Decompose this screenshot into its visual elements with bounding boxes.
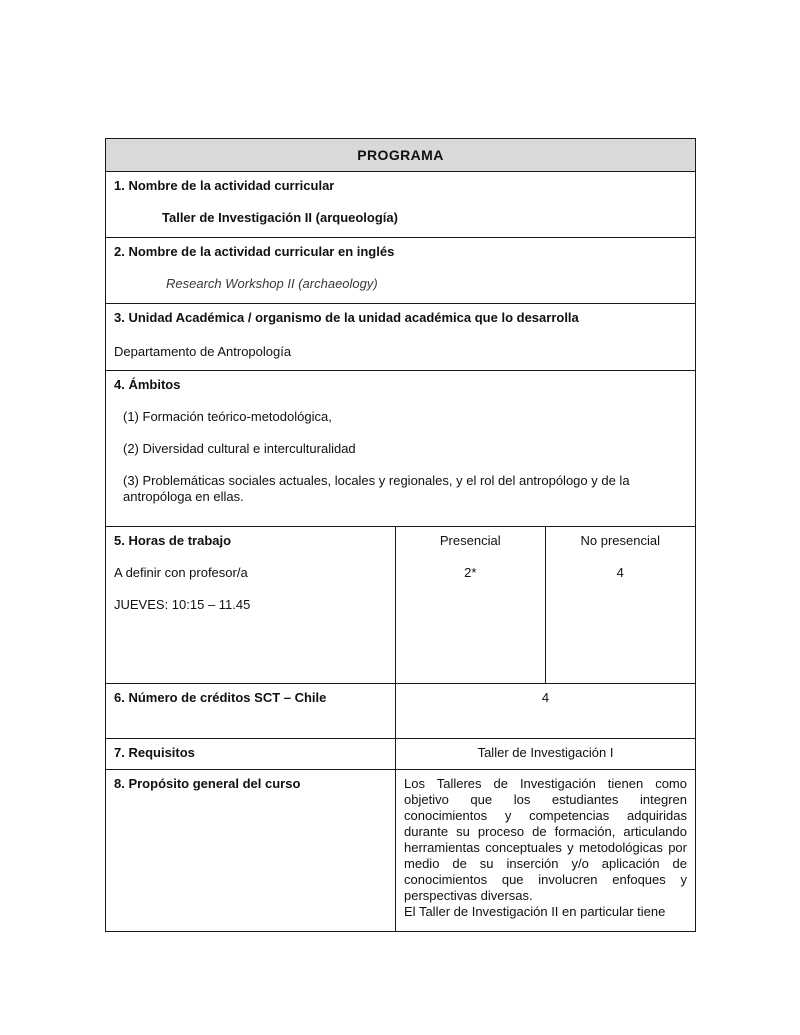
program-table <box>105 138 696 932</box>
row2-label: 2. Nombre de la actividad curricular en inglés <box>114 244 395 259</box>
row-unidad-academica <box>106 303 695 370</box>
row6-label: 6. Número de créditos SCT – Chile <box>114 690 327 705</box>
ambito-item-3: (3) Problemáticas sociales actuales, locales y regionales, y el rol del antropólogo y de la antropóloga en ellas. <box>123 473 630 504</box>
no-presencial-header: No presencial <box>580 533 660 548</box>
requisitos-value-cell <box>395 739 695 769</box>
row-proposito <box>106 769 695 931</box>
requisitos-label-cell <box>106 739 395 769</box>
proposito-paragraph-2: El Taller de Investigación II en particular tiene <box>404 904 666 919</box>
creditos-value-cell <box>395 684 695 738</box>
row5-line2: A definir con profesor/a <box>114 565 248 580</box>
ambito-item-2: (2) Diversidad cultural e interculturalidad <box>123 441 356 456</box>
row-nombre-ingles <box>106 237 695 303</box>
table-header-row <box>106 139 695 171</box>
row4-label: 4. Ámbitos <box>114 377 181 392</box>
creditos-label-cell <box>106 684 395 738</box>
row-nombre-actividad <box>106 171 695 237</box>
row-horas-trabajo <box>106 526 695 683</box>
table-title: PROGRAMA <box>357 147 444 163</box>
row3-label: 3. Unidad Académica / organismo de la unidad académica que lo desarrolla <box>114 310 579 325</box>
row5-label: 5. Horas de trabajo <box>114 533 232 548</box>
row2-value: Research Workshop II (archaeology) <box>166 276 378 291</box>
proposito-label-cell <box>106 770 395 931</box>
horas-left-cell <box>106 527 395 683</box>
no-presencial-value: 4 <box>616 565 624 580</box>
horas-no-presencial-cell <box>545 527 696 683</box>
horas-presencial-cell <box>395 527 545 683</box>
row-ambitos <box>106 370 695 526</box>
ambito-item-1: (1) Formación teórico-metodológica, <box>123 409 332 424</box>
proposito-paragraph-1: Los Talleres de Investigación tienen como objetivo que los estudiantes integren conocimientos y competencias adquiridas durante su proceso de formación, articulando herramientas conceptuales y metodológicas por medio de su inserción y/o aplicación de conocimientos que involucren enfoques y perspectivas diversas. <box>404 776 687 903</box>
row6-value: 4 <box>541 690 550 705</box>
row1-value: Taller de Investigación II (arqueología) <box>162 210 398 225</box>
row-creditos <box>106 683 695 738</box>
row-requisitos <box>106 738 695 769</box>
row7-label: 7. Requisitos <box>114 745 195 760</box>
proposito-value-cell <box>395 770 695 931</box>
presencial-value: 2* <box>464 565 477 580</box>
row7-value: Taller de Investigación I <box>477 745 614 760</box>
row1-label: 1. Nombre de la actividad curricular <box>114 178 335 193</box>
presencial-header: Presencial <box>439 533 501 548</box>
row3-value: Departamento de Antropología <box>114 344 292 359</box>
row5-line3: JUEVES: 10:15 – 11.45 <box>114 597 251 612</box>
row8-label: 8. Propósito general del curso <box>114 776 301 791</box>
